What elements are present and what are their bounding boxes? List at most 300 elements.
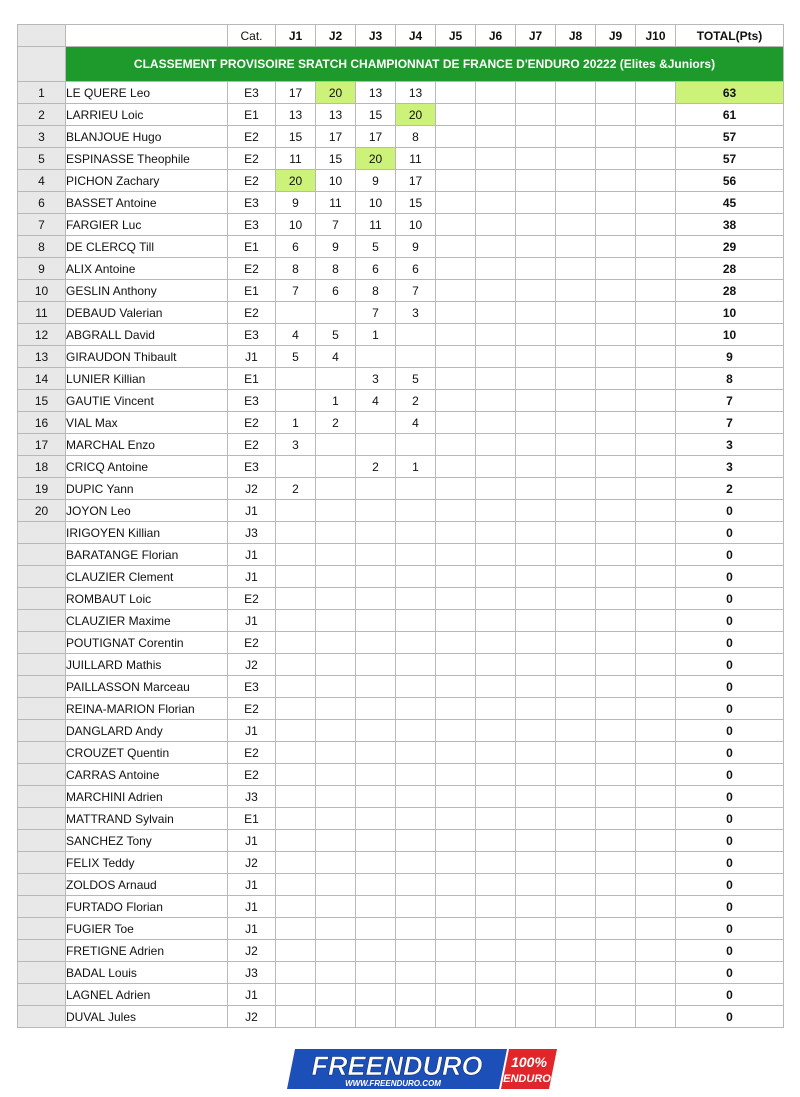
rank-cell: 16 [18,412,66,434]
round-header: J2 [316,25,356,47]
round-score [396,698,436,720]
category-cell: J1 [228,500,276,522]
round-score [476,390,516,412]
round-score [476,566,516,588]
round-score [316,742,356,764]
round-score [436,610,476,632]
round-score: 10 [276,214,316,236]
round-score [476,214,516,236]
rank-cell [18,654,66,676]
total-points: 0 [676,786,784,808]
round-score [516,588,556,610]
round-score [356,896,396,918]
round-score [436,192,476,214]
total-points: 0 [676,522,784,544]
round-score [636,632,676,654]
round-score [636,896,676,918]
round-score: 1 [356,324,396,346]
round-score: 7 [356,302,396,324]
round-header: J3 [356,25,396,47]
round-score [276,742,316,764]
round-score [436,126,476,148]
rider-name: ABGRALL David [66,324,228,346]
round-score [316,588,356,610]
round-header: J8 [556,25,596,47]
round-score [516,720,556,742]
table-row [18,940,784,962]
rank-cell [18,1006,66,1028]
round-score [436,478,476,500]
round-score [276,896,316,918]
round-score [276,852,316,874]
round-score [516,214,556,236]
total-points: 63 [676,82,784,104]
round-score [596,500,636,522]
round-score [356,764,396,786]
category-cell: E3 [228,192,276,214]
round-score [476,984,516,1006]
round-score [356,808,396,830]
round-score [596,918,636,940]
round-score [636,412,676,434]
table-row [18,346,784,368]
round-score [396,808,436,830]
rank-cell: 15 [18,390,66,412]
round-score [516,236,556,258]
round-score [516,324,556,346]
round-score [276,984,316,1006]
category-cell: E3 [228,456,276,478]
total-points: 9 [676,346,784,368]
round-score [316,368,356,390]
rank-cell [18,720,66,742]
round-score [636,302,676,324]
category-cell: E1 [228,280,276,302]
round-score [516,434,556,456]
round-score [436,1006,476,1028]
total-points: 57 [676,126,784,148]
round-score: 4 [356,390,396,412]
table-row [18,192,784,214]
total-points: 0 [676,588,784,610]
category-cell: E3 [228,324,276,346]
round-score [436,148,476,170]
round-score [356,874,396,896]
round-score [396,500,436,522]
round-score [476,302,516,324]
category-cell: J1 [228,544,276,566]
round-score [476,918,516,940]
round-score [476,192,516,214]
round-score: 17 [396,170,436,192]
round-score [596,720,636,742]
round-score [636,434,676,456]
round-score [316,984,356,1006]
round-score [596,588,636,610]
round-score [436,720,476,742]
round-score [476,148,516,170]
round-score [436,918,476,940]
round-score [556,874,596,896]
rider-name: BADAL Louis [66,962,228,984]
round-score [636,214,676,236]
round-score [396,830,436,852]
table-row [18,918,784,940]
round-score [396,566,436,588]
rider-name: LUNIER Killian [66,368,228,390]
round-score [556,126,596,148]
round-score [596,1006,636,1028]
round-score [556,830,596,852]
round-score [356,676,396,698]
round-score [436,830,476,852]
rank-cell: 20 [18,500,66,522]
table-row [18,148,784,170]
rider-name: CRICQ Antoine [66,456,228,478]
round-score [556,478,596,500]
round-score [636,368,676,390]
round-score [276,456,316,478]
round-score [436,654,476,676]
total-points: 45 [676,192,784,214]
round-score [556,962,596,984]
rider-name: CLAUZIER Clement [66,566,228,588]
round-score: 15 [276,126,316,148]
round-score [556,698,596,720]
round-score [556,742,596,764]
rank-cell: 19 [18,478,66,500]
round-score [516,126,556,148]
table-row [18,500,784,522]
round-score [476,962,516,984]
round-score [396,896,436,918]
round-score [316,676,356,698]
rank-cell: 17 [18,434,66,456]
round-score [476,346,516,368]
category-cell: E2 [228,126,276,148]
round-score [356,632,396,654]
rider-name: DANGLARD Andy [66,720,228,742]
rank-cell: 7 [18,214,66,236]
round-score [636,874,676,896]
total-points: 0 [676,918,784,940]
round-score [636,698,676,720]
round-score [476,940,516,962]
round-score [436,676,476,698]
round-score [276,1006,316,1028]
rider-name: LE QUERE Leo [66,82,228,104]
round-score [276,566,316,588]
rider-name: DE CLERCQ Till [66,236,228,258]
round-score [356,522,396,544]
round-score [276,874,316,896]
round-score [596,544,636,566]
round-score [316,962,356,984]
round-score [436,588,476,610]
round-score [596,676,636,698]
round-score [596,412,636,434]
rider-name: FARGIER Luc [66,214,228,236]
round-score [636,676,676,698]
round-score [436,82,476,104]
round-score [356,434,396,456]
round-score [596,940,636,962]
round-score: 5 [316,324,356,346]
round-score [356,786,396,808]
round-score: 20 [396,104,436,126]
round-score [356,478,396,500]
round-score [516,654,556,676]
round-score [436,170,476,192]
round-score: 2 [396,390,436,412]
round-score [316,302,356,324]
round-score [556,522,596,544]
category-cell: E1 [228,236,276,258]
round-score [516,500,556,522]
round-score [516,610,556,632]
round-score: 3 [396,302,436,324]
round-score [316,610,356,632]
round-score: 7 [316,214,356,236]
rank-cell [18,544,66,566]
category-cell: J1 [228,830,276,852]
round-score [596,192,636,214]
round-score [436,368,476,390]
total-points: 28 [676,258,784,280]
championship-title: CLASSEMENT PROVISOIRE SRATCH CHAMPIONNAT DE FRANCE D'ENDURO 20222 (Elites &Juniors) [66,47,784,82]
category-cell: E2 [228,588,276,610]
round-score [396,610,436,632]
round-score [596,610,636,632]
round-score: 17 [276,82,316,104]
table-row [18,170,784,192]
round-score [516,478,556,500]
round-score [636,82,676,104]
round-score: 5 [276,346,316,368]
round-score [436,214,476,236]
round-score: 8 [396,126,436,148]
rank-cell [18,962,66,984]
rider-name: GESLIN Anthony [66,280,228,302]
category-cell: J3 [228,786,276,808]
total-points: 2 [676,478,784,500]
standings-table [17,24,784,1028]
total-points: 0 [676,874,784,896]
category-cell: E2 [228,412,276,434]
table-row [18,852,784,874]
round-score [476,368,516,390]
round-score [556,368,596,390]
round-score: 17 [316,126,356,148]
table-row [18,522,784,544]
rank-cell [18,610,66,632]
round-score [596,632,636,654]
round-score: 17 [356,126,396,148]
table-row [18,874,784,896]
category-cell: J2 [228,852,276,874]
round-score [316,808,356,830]
round-score [556,82,596,104]
round-score [276,808,316,830]
rider-name: VIAL Max [66,412,228,434]
round-score [476,456,516,478]
table-row [18,544,784,566]
round-score [436,764,476,786]
round-score [356,346,396,368]
round-score [556,654,596,676]
round-header: J7 [516,25,556,47]
table-row [18,632,784,654]
rank-cell: 12 [18,324,66,346]
table-row [18,104,784,126]
total-points: 0 [676,764,784,786]
round-score [316,434,356,456]
round-score [316,852,356,874]
round-score [596,170,636,192]
round-score [396,346,436,368]
round-score [596,808,636,830]
round-score [476,434,516,456]
round-score: 10 [316,170,356,192]
total-points: 0 [676,852,784,874]
total-points: 0 [676,830,784,852]
rider-name: ESPINASSE Theophile [66,148,228,170]
logo-badge-bottom: ENDURO [503,1073,551,1085]
rank-cell: 2 [18,104,66,126]
round-score [476,478,516,500]
round-score [316,654,356,676]
round-score [396,676,436,698]
round-score: 9 [356,170,396,192]
round-score: 13 [316,104,356,126]
round-score [556,896,596,918]
round-score: 5 [396,368,436,390]
round-score [396,852,436,874]
round-score [636,984,676,1006]
round-score [476,742,516,764]
round-score [476,632,516,654]
table-row [18,126,784,148]
rider-name: SANCHEZ Tony [66,830,228,852]
round-score [516,412,556,434]
round-score [476,676,516,698]
category-cell: E3 [228,676,276,698]
round-score [596,126,636,148]
round-score [516,874,556,896]
round-score [596,962,636,984]
round-score [276,632,316,654]
round-score [356,610,396,632]
round-score [636,742,676,764]
round-score [636,170,676,192]
round-score [476,280,516,302]
rank-cell: 5 [18,148,66,170]
round-score: 3 [276,434,316,456]
round-score [476,698,516,720]
round-score [436,632,476,654]
round-score [516,280,556,302]
round-score [276,918,316,940]
round-score [316,632,356,654]
rank-cell [18,896,66,918]
round-score [316,478,356,500]
round-score [276,698,316,720]
round-score [556,852,596,874]
total-points: 0 [676,544,784,566]
round-score [516,764,556,786]
table-row [18,764,784,786]
round-score [396,632,436,654]
logo-url: WWW.FREENDURO.COM [345,1079,441,1088]
round-score [516,258,556,280]
category-cell: E2 [228,698,276,720]
round-score [396,434,436,456]
round-score: 6 [356,258,396,280]
round-score [356,962,396,984]
rider-name: BASSET Antoine [66,192,228,214]
total-points: 0 [676,742,784,764]
round-score [516,390,556,412]
total-points: 3 [676,456,784,478]
round-score [516,104,556,126]
round-score [436,522,476,544]
rank-cell: 10 [18,280,66,302]
rank-cell [18,632,66,654]
round-score [436,412,476,434]
total-points: 0 [676,500,784,522]
category-cell: E2 [228,148,276,170]
rank-cell [18,698,66,720]
header-row [18,25,784,47]
round-score [396,764,436,786]
round-score [636,192,676,214]
rank-header [18,25,66,47]
total-points: 0 [676,566,784,588]
round-score [636,830,676,852]
round-score [476,830,516,852]
round-score: 9 [396,236,436,258]
round-score [356,544,396,566]
round-score [396,720,436,742]
round-score [396,874,436,896]
round-score [556,192,596,214]
round-score [476,896,516,918]
total-points: 0 [676,698,784,720]
rider-name: JOYON Leo [66,500,228,522]
rank-cell [18,874,66,896]
round-score: 13 [276,104,316,126]
rider-name: FRETIGNE Adrien [66,940,228,962]
table-row [18,236,784,258]
round-score [556,324,596,346]
rider-name: MATTRAND Sylvain [66,808,228,830]
round-score [436,390,476,412]
round-score [356,742,396,764]
round-score [596,148,636,170]
category-cell: J3 [228,962,276,984]
rank-cell [18,566,66,588]
rank-cell: 3 [18,126,66,148]
round-score [596,104,636,126]
round-score [556,302,596,324]
round-score [276,940,316,962]
category-cell: J1 [228,874,276,896]
round-score [596,434,636,456]
round-score [476,764,516,786]
round-score [476,720,516,742]
round-score [276,500,316,522]
total-points: 10 [676,324,784,346]
